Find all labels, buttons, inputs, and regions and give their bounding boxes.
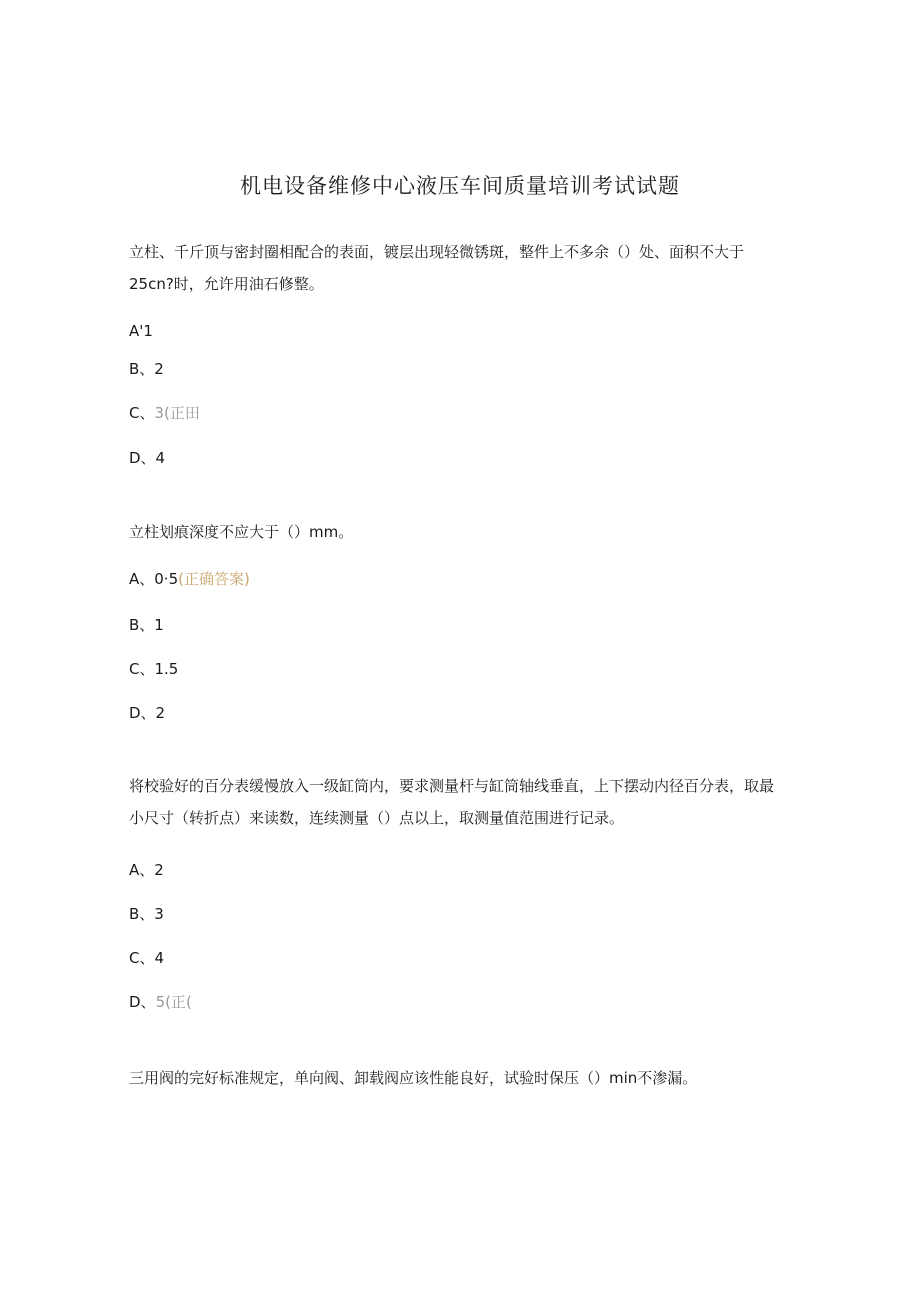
option-label: B、1 <box>129 616 164 634</box>
question-1-option-a[interactable] <box>129 321 153 341</box>
option-label: C、4 <box>129 949 165 967</box>
question-3-option-d[interactable] <box>129 992 192 1012</box>
question-2-option-d[interactable] <box>129 703 165 723</box>
option-value: 5 <box>155 993 166 1011</box>
question-3-option-a[interactable] <box>129 860 164 880</box>
option-label: D、4 <box>129 449 166 467</box>
question-1-stem: 立柱、千斤顶与密封圈相配合的表面，镀层出现轻微锈斑，整件上不多余（）处、面积不大于25cn?时，允许用油石修整。 <box>129 243 745 293</box>
answer-mark: (正( <box>165 993 192 1011</box>
option-label: A'1 <box>129 322 153 340</box>
option-label: A、2 <box>129 861 164 879</box>
question-2-option-c[interactable] <box>129 659 178 679</box>
option-label: A、0·5 <box>129 570 179 588</box>
question-3-option-c[interactable] <box>129 948 164 968</box>
question-2-stem: 立柱划痕深度不应大于（）mm。 <box>129 523 354 541</box>
question-3-option-b[interactable] <box>129 904 164 924</box>
option-label: C、1.5 <box>129 660 179 678</box>
option-label: B、2 <box>129 360 164 378</box>
question-1-option-d[interactable] <box>129 448 165 468</box>
question-3-stem: 将校验好的百分表缓慢放入一级缸筒内，要求测量杆与缸筒轴线垂直，上下摆动内径百分表，取最小尺寸（转折点）来读数，连续测量（）点以上，取测量值范围进行记录。 <box>129 777 775 827</box>
question-2-option-b[interactable] <box>129 615 164 635</box>
answer-mark: (正确答案) <box>178 570 250 588</box>
option-label: B、3 <box>129 905 164 923</box>
option-label: D、2 <box>129 704 166 722</box>
option-label: C、 <box>129 404 155 422</box>
question-1-option-c[interactable] <box>129 403 200 423</box>
question-2-option-a[interactable] <box>129 569 250 589</box>
question-1-option-b[interactable] <box>129 359 164 379</box>
option-label: D、 <box>129 993 156 1011</box>
answer-mark: (正田 <box>164 404 200 422</box>
question-4-stem: 三用阀的完好标准规定，单向阀、卸载阀应该性能良好，试验时保压（）min不渗漏。 <box>129 1069 698 1087</box>
option-value: 3 <box>154 404 165 422</box>
page-title: 机电设备维修中心液压车间质量培训考试试题 <box>240 174 680 198</box>
